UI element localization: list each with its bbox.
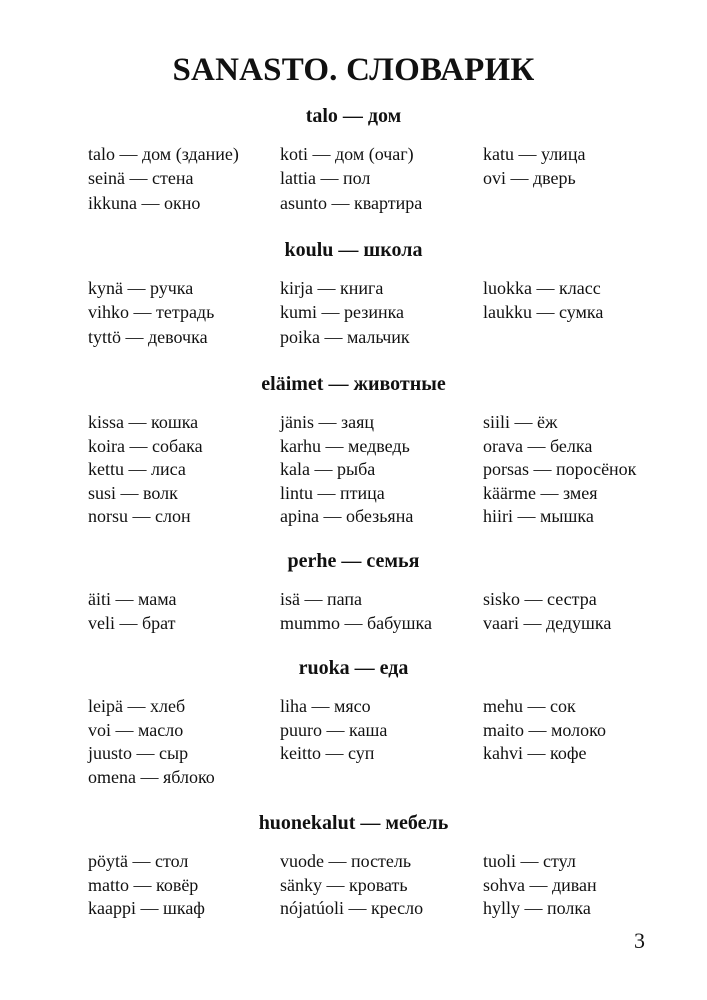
word-entry: tuoli — стул bbox=[483, 851, 576, 871]
word-entry: luokka — класс bbox=[483, 278, 601, 298]
word-entry: kumi — резинка bbox=[280, 301, 405, 322]
word-entry: leipä — хлеб bbox=[88, 696, 186, 716]
word-entry: omena — яблоко bbox=[88, 766, 215, 787]
word-entry: veli — брат bbox=[88, 612, 176, 633]
word-entry: äiti — мама bbox=[88, 589, 177, 609]
word-entry: keitto — суп bbox=[280, 743, 375, 763]
word-entry: lintu — птица bbox=[280, 482, 385, 503]
word-entry: puuro — каша bbox=[280, 719, 388, 740]
word-entry: susi — волк bbox=[88, 482, 178, 503]
word-column bbox=[483, 411, 636, 529]
word-entry: sisko — сестра bbox=[483, 589, 597, 609]
word-entry: vihko — тетрадь bbox=[88, 301, 215, 322]
word-column bbox=[88, 695, 215, 789]
word-entry: orava — белка bbox=[483, 435, 593, 456]
word-column bbox=[280, 588, 432, 635]
word-entry: kala — рыба bbox=[280, 459, 376, 479]
word-entry: hylly — полка bbox=[483, 898, 591, 918]
word-entry: seinä — стена bbox=[88, 167, 194, 188]
word-column bbox=[280, 277, 410, 350]
word-entry: norsu — слон bbox=[88, 506, 191, 526]
word-entry: kaappi — шкаф bbox=[88, 898, 205, 918]
word-entry: koti — дом (очаг) bbox=[280, 144, 414, 164]
section-heading: huonekalut — мебель bbox=[258, 812, 449, 834]
word-entry: voi — масло bbox=[88, 719, 184, 740]
section-huonekalut bbox=[0, 810, 707, 918]
word-entry: poika — мальчик bbox=[280, 327, 410, 347]
word-entry: matto — ковёр bbox=[88, 874, 199, 895]
section-koulu bbox=[0, 237, 707, 347]
word-entry: katu — улица bbox=[483, 144, 586, 164]
word-column bbox=[88, 411, 203, 529]
word-entry: jänis — заяц bbox=[280, 412, 375, 432]
section-heading: ruoka — еда bbox=[298, 657, 409, 679]
word-entry: tyttö — девочка bbox=[88, 327, 208, 347]
word-entry: mehu — сок bbox=[483, 696, 576, 716]
word-entry: kirja — книга bbox=[280, 278, 384, 298]
section-heading: perhe — семья bbox=[287, 550, 420, 572]
word-column bbox=[483, 277, 603, 324]
word-column bbox=[280, 143, 422, 216]
word-entry: maito — молоко bbox=[483, 719, 606, 740]
word-entry: ovi — дверь bbox=[483, 167, 576, 188]
word-entry: liha — мясо bbox=[280, 696, 371, 716]
word-entry: laukku — сумка bbox=[483, 301, 604, 322]
page-title: SANASTO. СЛОВАРИК bbox=[172, 52, 535, 88]
word-column bbox=[88, 588, 177, 635]
section-elaimet bbox=[0, 371, 707, 526]
word-entry: talo — дом (здание) bbox=[88, 144, 239, 164]
section-perhe bbox=[0, 548, 707, 633]
word-column bbox=[483, 143, 585, 190]
section-heading: eläimet — животные bbox=[261, 373, 446, 395]
word-column bbox=[280, 695, 387, 766]
word-entry: koira — собака bbox=[88, 435, 203, 456]
page-number: 3 bbox=[634, 928, 645, 953]
word-column bbox=[483, 695, 606, 766]
word-entry: käärme — змея bbox=[483, 482, 598, 503]
section-ruoka bbox=[0, 655, 707, 787]
word-column bbox=[88, 277, 214, 350]
word-entry: sänky — кровать bbox=[280, 874, 408, 895]
word-entry: porsas — поросёнок bbox=[483, 459, 637, 479]
word-entry: kettu — лиса bbox=[88, 459, 186, 479]
word-column bbox=[483, 850, 597, 921]
word-column bbox=[483, 588, 611, 635]
word-entry: lattia — пол bbox=[280, 167, 371, 188]
word-entry: siili — ёж bbox=[483, 412, 558, 432]
word-entry: ikkuna — окно bbox=[88, 193, 201, 213]
word-entry: vaari — дедушка bbox=[483, 612, 612, 633]
word-entry: isä — папа bbox=[280, 589, 363, 609]
word-entry: sohva — диван bbox=[483, 874, 597, 895]
word-entry: pöytä — стол bbox=[88, 851, 189, 871]
word-entry: mummo — бабушка bbox=[280, 612, 432, 633]
word-entry: asunto — квартира bbox=[280, 193, 423, 213]
section-heading: talo — дом bbox=[305, 105, 402, 127]
word-entry: juusto — сыр bbox=[88, 743, 189, 763]
word-entry: karhu — медведь bbox=[280, 435, 410, 456]
word-entry: apina — обезьяна bbox=[280, 506, 414, 526]
section-heading: koulu — школа bbox=[284, 239, 423, 261]
word-column bbox=[88, 143, 239, 216]
word-entry: kahvi — кофе bbox=[483, 743, 587, 763]
word-entry: kissa — кошка bbox=[88, 412, 199, 432]
word-entry: nójatúoli — кресло bbox=[280, 898, 424, 918]
word-column bbox=[280, 850, 423, 921]
word-column bbox=[280, 411, 413, 529]
word-column bbox=[88, 850, 205, 921]
section-talo bbox=[0, 103, 707, 213]
word-entry: hiiri — мышка bbox=[483, 506, 594, 526]
word-entry: kynä — ручка bbox=[88, 278, 194, 298]
word-entry: vuode — постель bbox=[280, 851, 412, 871]
